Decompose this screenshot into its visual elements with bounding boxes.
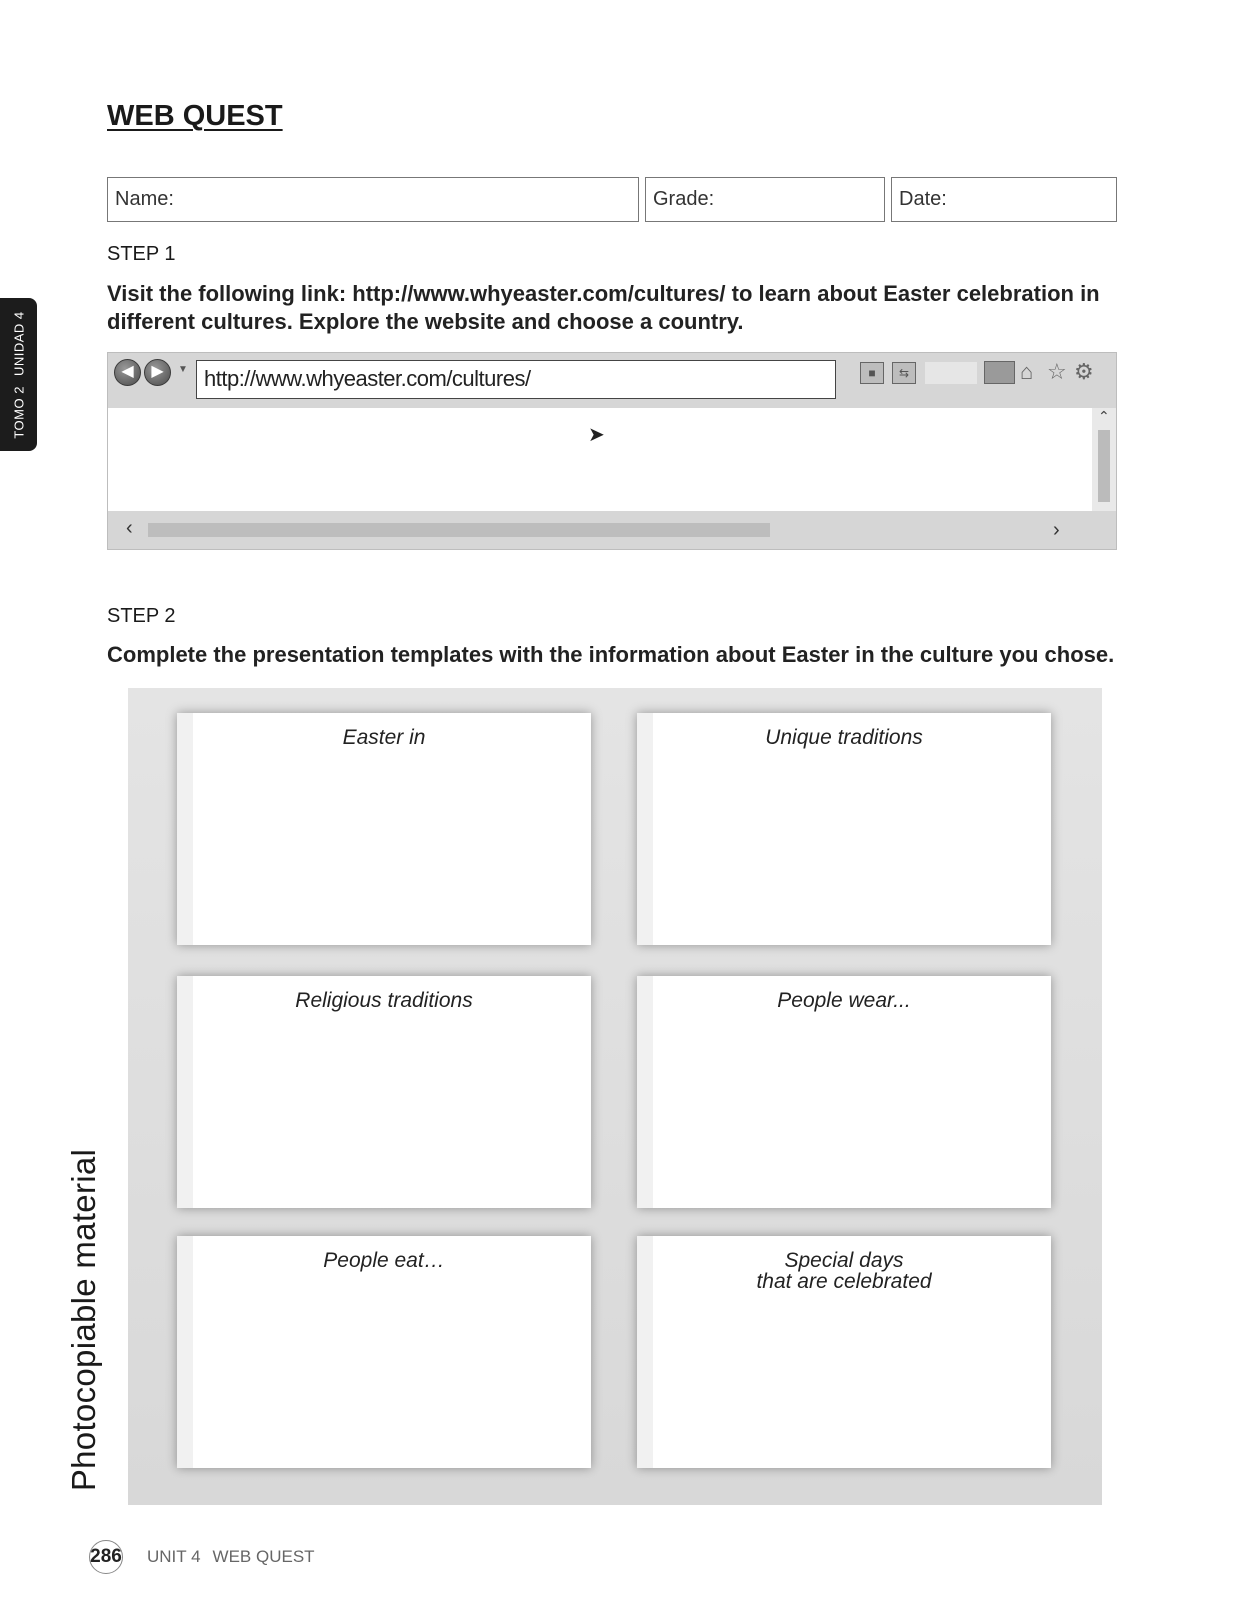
template-title: Special days	[784, 1249, 904, 1272]
step1-label: STEP 1	[107, 243, 176, 265]
template-subtitle: that are celebrated	[756, 1270, 932, 1293]
lock-icon[interactable]: ■	[860, 362, 884, 384]
template-card[interactable]	[637, 976, 1051, 1208]
horizontal-scrollbar[interactable]	[108, 511, 1116, 549]
cursor-icon: ➤	[588, 424, 605, 446]
side-tab-volume: TOMO 2	[11, 385, 26, 439]
compatibility-icon[interactable]: ⇆	[892, 362, 916, 384]
template-title: People eat…	[323, 1249, 445, 1272]
date-field[interactable]	[891, 177, 1117, 222]
grade-field[interactable]	[645, 177, 885, 222]
star-icon[interactable]: ☆	[1047, 359, 1067, 384]
step2-instructions: Complete the presentation templates with the information about Easter in the culture you chose.	[107, 642, 1115, 667]
vertical-scroll-thumb[interactable]	[1098, 430, 1110, 502]
side-tab-text	[11, 311, 26, 438]
address-bar[interactable]: http://www.whyeaster.com/cultures/	[196, 360, 836, 399]
footer-section: WEB QUEST	[212, 1547, 315, 1566]
vertical-scrollbar[interactable]	[1092, 408, 1116, 511]
side-tab-unit: UNIDAD 4	[11, 310, 26, 376]
gear-icon[interactable]: ⚙	[1074, 359, 1094, 384]
template-title: Unique traditions	[765, 726, 923, 749]
browser-window	[107, 352, 1117, 550]
date-label: Date:	[899, 188, 947, 210]
template-card[interactable]	[637, 713, 1051, 945]
toolbar-button[interactable]	[984, 361, 1015, 384]
chevron-left-icon[interactable]: ‹	[126, 517, 133, 539]
footer-unit: UNIT 4	[147, 1547, 201, 1566]
name-field[interactable]	[107, 177, 639, 222]
name-label: Name:	[115, 188, 174, 210]
footer	[147, 1547, 315, 1567]
home-icon[interactable]: ⌂	[1020, 359, 1034, 384]
horizontal-scroll-thumb[interactable]	[148, 523, 770, 537]
page-title: WEB QUEST	[107, 100, 283, 132]
page-number: 286	[89, 1540, 123, 1574]
side-tab	[0, 298, 37, 451]
chevron-down-icon[interactable]: ▼	[178, 364, 188, 375]
forward-button[interactable]: ▶	[144, 359, 171, 386]
toolbar-search-box[interactable]	[925, 362, 977, 384]
template-title: Religious traditions	[295, 989, 473, 1012]
template-card[interactable]	[177, 1236, 591, 1468]
grade-label: Grade:	[653, 188, 715, 210]
step1-instructions: Visit the following link: http://www.whyeaster.com/cultures/ to learn about Easter celebration in different cultures. Explore the website and choose a country.	[107, 281, 1100, 334]
back-button[interactable]: ◀	[114, 359, 141, 386]
browser-content[interactable]	[108, 408, 1092, 511]
step2-label: STEP 2	[107, 605, 176, 627]
photocopiable-label: Photocopiable material	[65, 1148, 102, 1492]
chevron-up-icon[interactable]: ⌃	[1098, 408, 1110, 424]
template-card[interactable]	[177, 976, 591, 1208]
chevron-right-icon[interactable]: ›	[1053, 519, 1060, 541]
template-card[interactable]	[637, 1236, 1051, 1468]
template-title: Easter in	[342, 726, 426, 749]
template-card[interactable]	[177, 713, 591, 945]
template-title: People wear...	[777, 989, 911, 1012]
presentation-templates	[128, 688, 1102, 1505]
